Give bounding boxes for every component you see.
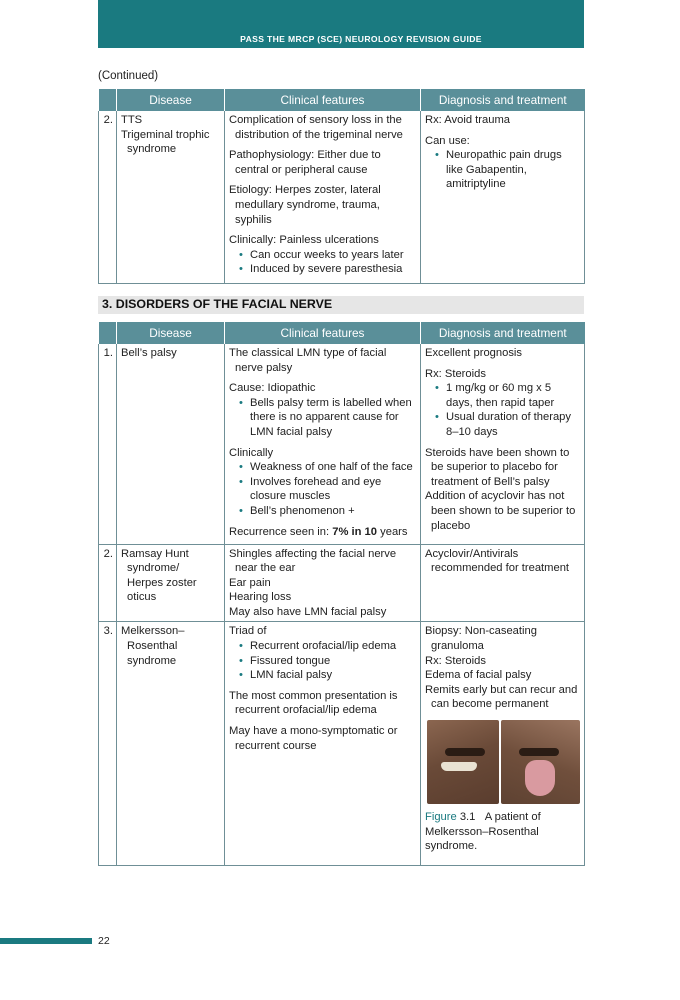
bullet-list xyxy=(229,248,416,277)
clinical-header: Clinical features xyxy=(225,89,421,111)
clinical-text: Complication of sensory loss in the distribution of the trigeminal nerve xyxy=(229,114,403,141)
list-item: • Weakness of one half of the face xyxy=(239,460,416,475)
recurrence-bold: 7% in 10 xyxy=(332,525,378,538)
patient-photo-fissured-tongue xyxy=(501,720,580,804)
figure-caption xyxy=(425,810,580,854)
clinical-text: Clinically: Painless ulcerations xyxy=(229,234,379,247)
list-item: • Involves forehead and eye closure muscles xyxy=(239,475,416,504)
photo-mustache xyxy=(445,748,485,756)
disease-line: Rosenthal xyxy=(127,640,178,653)
bullet-list xyxy=(425,148,580,192)
disease-line: syndrome xyxy=(127,654,177,667)
diagnosis-cell xyxy=(421,544,585,622)
diagnosis-line: Acyclovir/Antivirals recommended for treatment xyxy=(425,547,570,575)
clinical-line: Shingles affecting the facial nerve near the ear xyxy=(229,547,397,575)
trigeminal-table xyxy=(98,89,585,284)
table-header-row xyxy=(99,322,585,344)
list-item: • Recurrent orofacial/lip edema xyxy=(239,639,416,654)
clinical-text: Etiology: Herpes zoster, lateral medullary syndrome, trauma, syphilis xyxy=(229,184,381,226)
disease-line: Trigeminal trophic xyxy=(121,128,210,141)
footer-bar xyxy=(0,938,92,944)
disease-cell xyxy=(117,544,225,622)
row-number: 1. xyxy=(99,344,117,544)
list-item: • LMN facial palsy xyxy=(239,668,416,683)
row-number: 2. xyxy=(99,544,117,622)
figure-label: Figure xyxy=(425,811,457,824)
disease-header: Disease xyxy=(117,322,225,344)
disease-line: Herpes zoster xyxy=(127,576,197,589)
diagnosis-cell xyxy=(421,622,585,866)
clinical-text: Clinically xyxy=(229,446,274,459)
disease-line: TTS xyxy=(121,114,143,126)
list-item: • Fissured tongue xyxy=(239,654,416,669)
diagnosis-text: Rx: Steroids xyxy=(425,367,486,380)
bullet-list xyxy=(229,639,416,683)
table-row xyxy=(99,622,585,866)
diagnosis-header: Diagnosis and treatment xyxy=(421,89,585,111)
disease-line: syndrome/ xyxy=(127,562,180,575)
disease-header: Disease xyxy=(117,89,225,111)
clinical-line: Hearing loss xyxy=(229,591,292,604)
diagnosis-text: Can use: xyxy=(425,134,470,147)
row-number: 2. xyxy=(99,111,117,283)
bullet-list xyxy=(229,396,416,440)
clinical-text: Triad of xyxy=(229,625,267,638)
clinical-cell xyxy=(225,344,421,544)
figure-number: 3.1 xyxy=(459,811,476,824)
diagnosis-text: Steroids have been shown to be superior to placebo for treatment of Bell’s palsy xyxy=(425,446,570,488)
list-item: • Usual duration of therapy 8–10 days xyxy=(435,410,580,439)
bullet-list xyxy=(229,460,416,518)
clinical-cell xyxy=(225,544,421,622)
list-item: • Induced by severe paresthesia xyxy=(239,262,416,277)
diagnosis-text: Excellent prognosis xyxy=(425,347,523,359)
clinical-text: Cause: Idiopathic xyxy=(229,382,316,395)
table-row xyxy=(99,544,585,622)
photo-teeth xyxy=(441,762,477,771)
clinical-header: Clinical features xyxy=(225,322,421,344)
continued-label: (Continued) xyxy=(98,70,159,82)
patient-photo-lip-edema xyxy=(427,720,499,804)
clinical-text: The classical LMN type of facial nerve palsy xyxy=(229,347,387,374)
table-row xyxy=(99,344,585,544)
list-item: • Bell’s phenomenon + xyxy=(239,504,416,519)
diagnosis-line: Edema of facial palsy xyxy=(425,669,532,682)
table-row xyxy=(99,111,585,283)
clinical-text: May have a mono-symptomatic or recurrent course xyxy=(229,725,398,752)
diagnosis-line: Remits early but can recur and can become permanent xyxy=(425,683,578,711)
figure-caption-text: A patient of Melkersson–Rosenthal syndrome. xyxy=(425,811,541,853)
disease-cell: Bell’s palsy xyxy=(117,344,225,544)
diagnosis-cell xyxy=(421,111,585,283)
facial-nerve-table xyxy=(98,322,585,866)
diagnosis-line: Rx: Steroids xyxy=(425,654,486,667)
disease-cell xyxy=(117,111,225,283)
section-title: 3. DISORDERS OF THE FACIAL NERVE xyxy=(102,297,333,311)
diagnosis-cell xyxy=(421,344,585,544)
disease-cell xyxy=(117,622,225,866)
list-item: • Can occur weeks to years later xyxy=(239,248,416,263)
photo-mustache xyxy=(519,748,559,756)
disease-line: syndrome xyxy=(127,143,177,156)
section-heading xyxy=(98,296,584,314)
diagnosis-text: Addition of acyclovir has not been shown to be superior to placebo xyxy=(425,490,576,532)
photo-tongue xyxy=(525,760,555,796)
row-number: 3. xyxy=(99,622,117,866)
list-item: • 1 mg/kg or 60 mg x 5 days, then rapid taper xyxy=(435,381,580,410)
recurrence-text xyxy=(229,525,416,540)
recurrence-suffix: years xyxy=(377,525,408,538)
header-bar xyxy=(98,0,584,48)
recurrence-prefix: Recurrence seen in: xyxy=(229,525,333,538)
clinical-text: The most common presentation is recurrent orofacial/lip edema xyxy=(229,689,398,717)
disease-line: Ramsay Hunt xyxy=(121,547,189,560)
clinical-cell xyxy=(225,622,421,866)
list-item: • Bells palsy term is labelled when there is no apparent cause for LMN facial palsy xyxy=(239,396,416,440)
diagnosis-header: Diagnosis and treatment xyxy=(421,322,585,344)
clinical-text: Pathophysiology: Either due to central or peripheral cause xyxy=(229,149,381,176)
table-header-row xyxy=(99,89,585,111)
diagnosis-text: Rx: Avoid trauma xyxy=(425,114,510,126)
clinical-line: May also have LMN facial palsy xyxy=(229,605,387,618)
running-header-title: PASS THE MRCP (SCE) NEUROLOGY REVISION GUIDE xyxy=(240,34,482,44)
disease-line: Melkersson– xyxy=(121,625,185,638)
diagnosis-line: Biopsy: Non-caseating granuloma xyxy=(425,625,537,653)
clinical-line: Ear pain xyxy=(229,576,271,589)
disease-line: oticus xyxy=(127,591,157,604)
clinical-cell xyxy=(225,111,421,283)
list-item: • Neuropathic pain drugs like Gabapentin, amitriptyline xyxy=(435,148,580,192)
page-number: 22 xyxy=(98,935,110,947)
bullet-list xyxy=(425,381,580,439)
num-header xyxy=(99,89,117,111)
num-header xyxy=(99,322,117,344)
patient-photo xyxy=(427,720,580,804)
